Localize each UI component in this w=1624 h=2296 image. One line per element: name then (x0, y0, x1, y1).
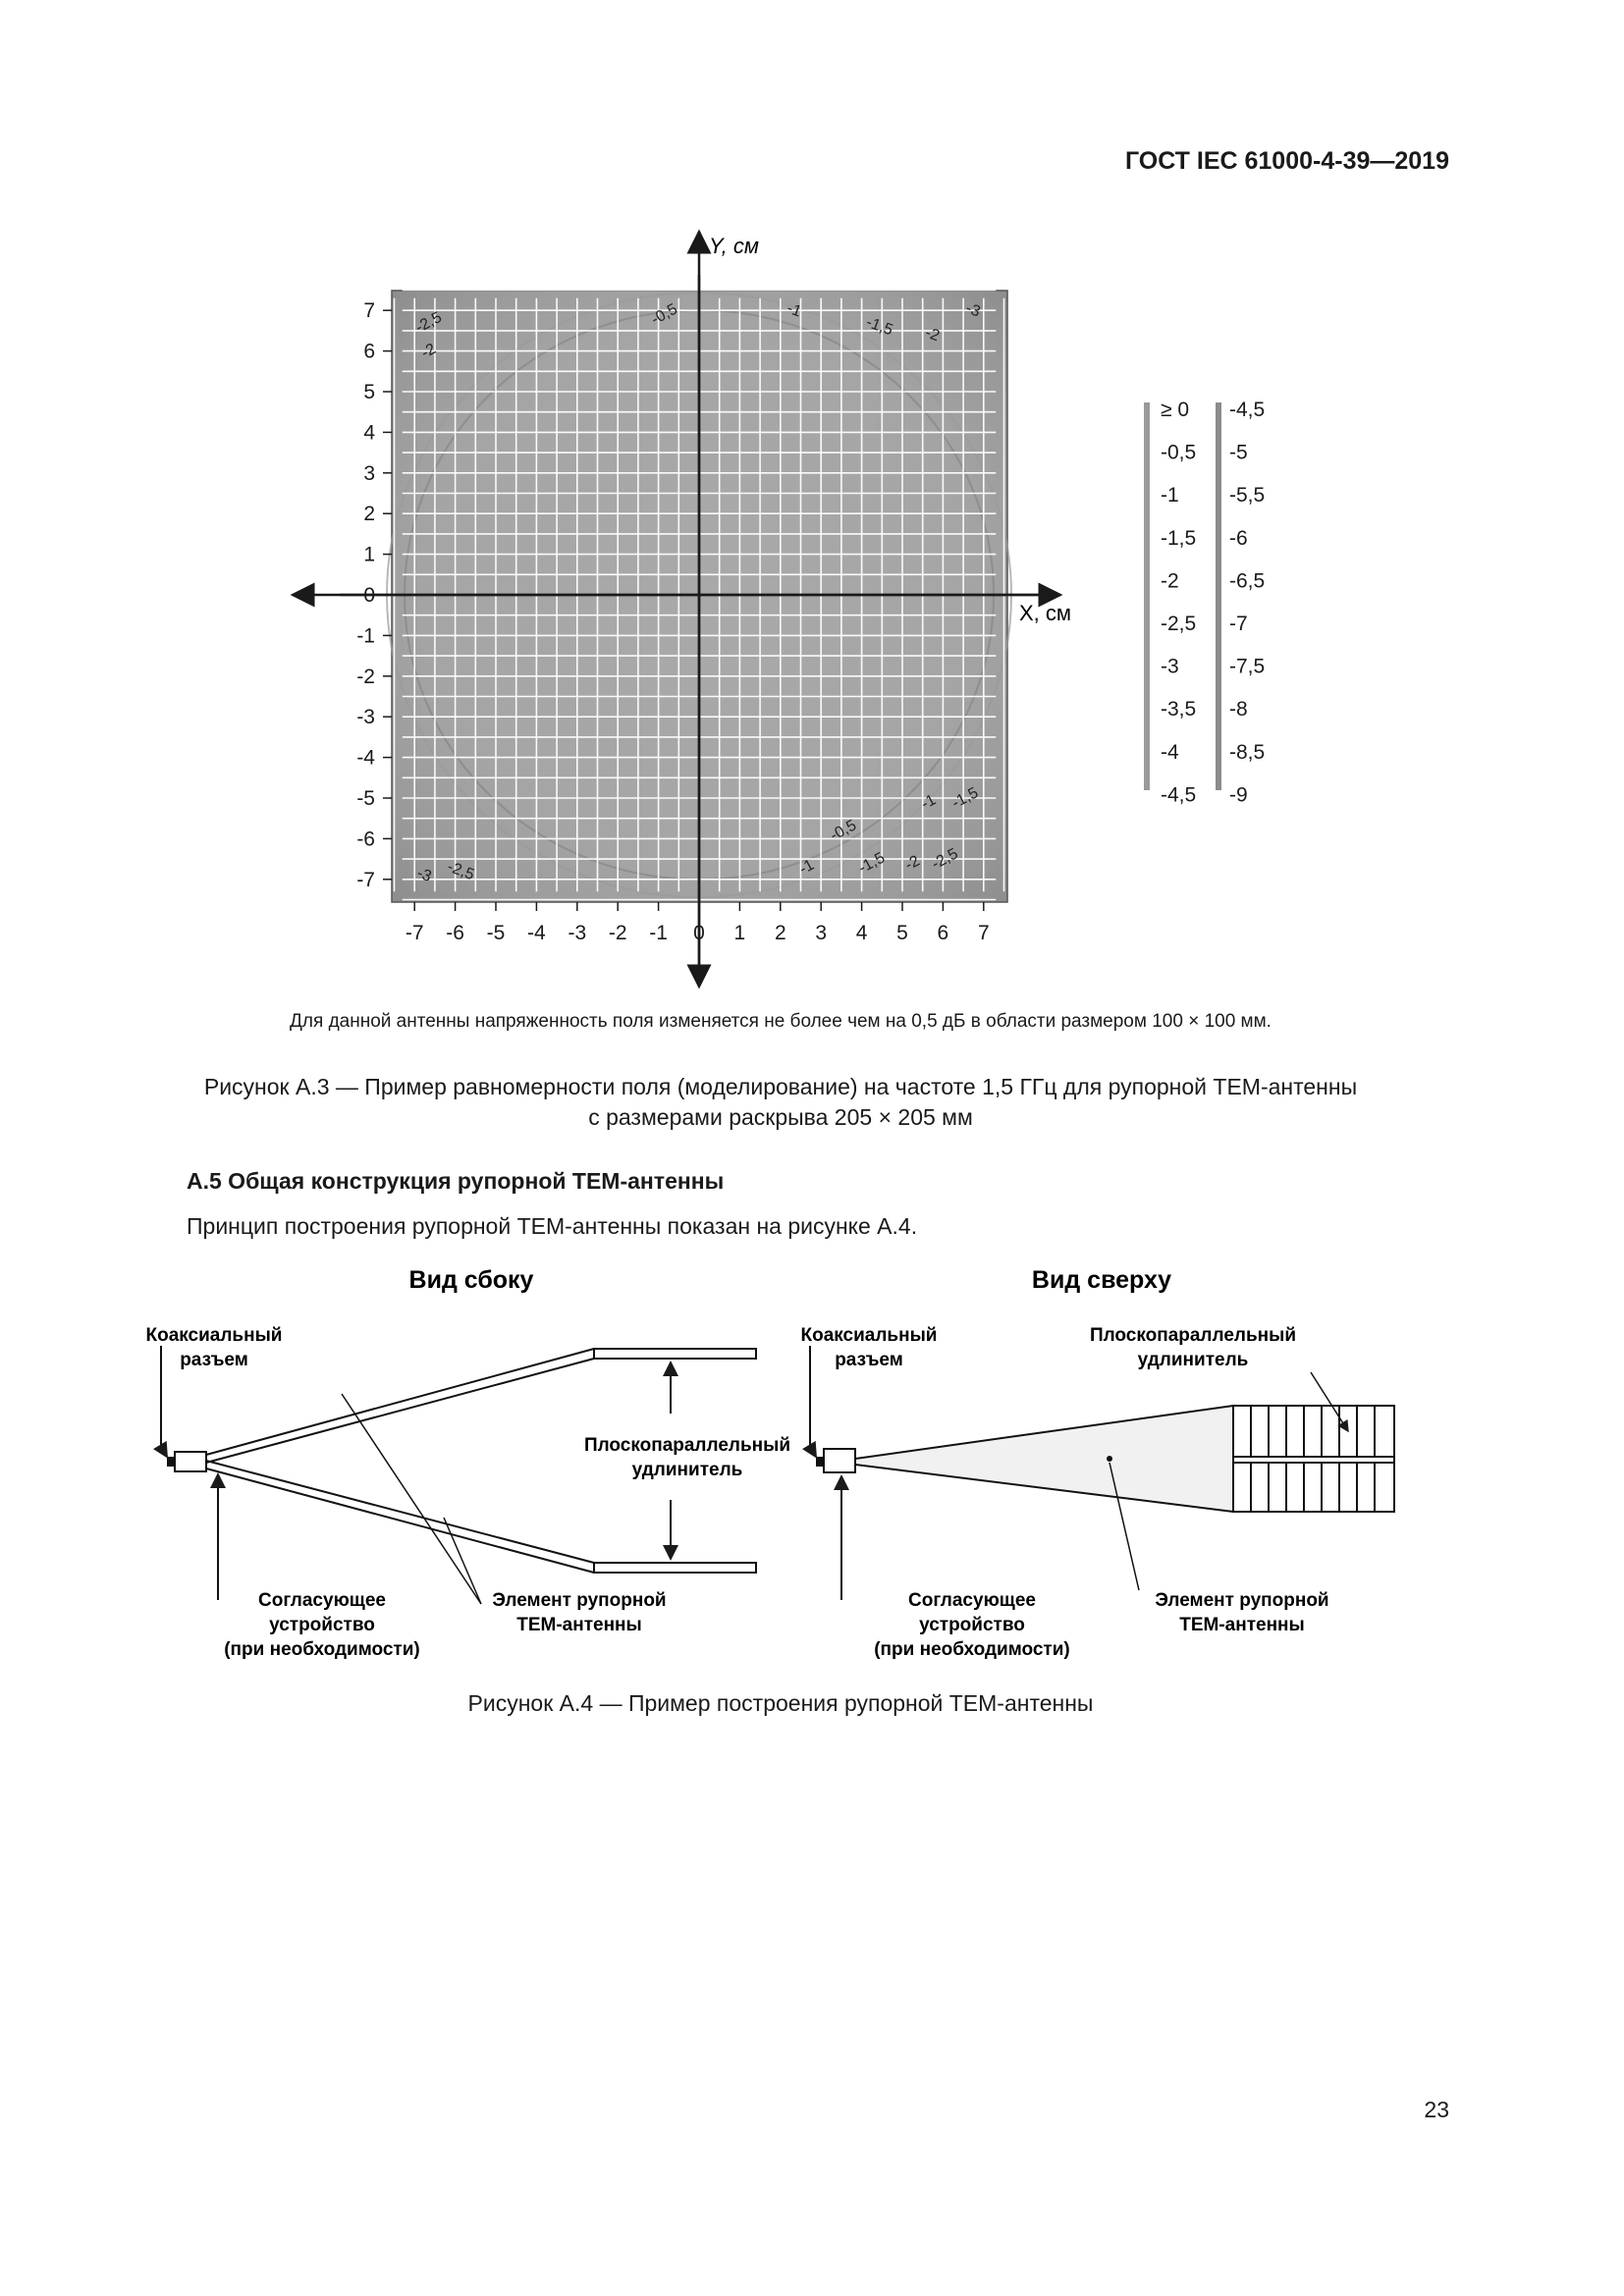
side-matching-label-1: Согласующее (258, 1590, 386, 1611)
side-matching-label-3: (при необходимости) (224, 1639, 420, 1660)
side-upper-plate (206, 1349, 594, 1455)
top-view (801, 1325, 1394, 1660)
legend-entry: -2 (1161, 569, 1179, 593)
top-matching-device (824, 1449, 855, 1472)
side-element-leader (342, 1394, 481, 1604)
legend-column-2 (1229, 399, 1265, 806)
caption-line-1: Рисунок А.3 — Пример равномерности поля (моделирование) на частоте 1,5 ГГц для рупорной ТЕМ-антенны (203, 1074, 1358, 1099)
x-tick-label: 5 (896, 922, 908, 944)
y-tick-label: 0 (363, 584, 375, 607)
side-extender-upper (594, 1349, 756, 1359)
caption-line-2: с размерами раскрыва 205 × 205 мм (588, 1104, 973, 1130)
legend-entry: -1,5 (1161, 526, 1197, 550)
contour-label: -1,5 (863, 313, 895, 340)
x-tick-labels (406, 902, 990, 944)
figure-a3-note: Для данной антенны напряженность поля изменяется не более чем на 0,5 дБ в области размером 100 × 100 мм. (290, 1011, 1272, 1032)
x-tick-label: 3 (815, 922, 828, 944)
x-tick-label: 4 (855, 922, 868, 944)
y-tick-label: -5 (356, 787, 375, 810)
section-heading: А.5 Общая конструкция рупорной ТЕМ-антенны (187, 1168, 725, 1194)
tem-horn-diagram (0, 1247, 1624, 1679)
page-number: 23 (1424, 2097, 1449, 2122)
y-tick-label: 4 (363, 421, 375, 445)
x-axis-label: X, см (1019, 601, 1072, 625)
legend-entry: -9 (1229, 783, 1248, 807)
x-tick-label: -3 (568, 922, 587, 944)
legend-entry: -4,5 (1229, 399, 1266, 421)
legend-entry: -4 (1161, 740, 1179, 764)
y-tick-label: 2 (363, 503, 375, 526)
legend-entry: ≥ 0 (1161, 399, 1190, 421)
x-tick-label: -7 (405, 922, 424, 944)
top-matching-label-2: устройство (919, 1615, 1025, 1635)
x-tick-label: -6 (446, 922, 464, 944)
legend-entry: -3,5 (1161, 698, 1197, 721)
document-header: ГОСТ IEC 61000-4-39—2019 (1124, 147, 1449, 175)
top-connector-label-1: Коаксиальный (800, 1325, 938, 1346)
y-tick-label: 5 (363, 381, 375, 403)
top-element-label-2: ТЕМ-антенны (1179, 1615, 1305, 1635)
legend-entry: -6 (1229, 526, 1248, 550)
legend-entry: -4,5 (1161, 783, 1197, 807)
legend-entry: -7,5 (1229, 655, 1266, 678)
side-connector-leader (161, 1346, 167, 1457)
legend-entry: -7 (1229, 613, 1248, 635)
x-tick-label: -5 (486, 922, 506, 944)
legend-entry: -1 (1161, 484, 1179, 507)
side-connector (167, 1457, 175, 1467)
x-tick-label: 0 (693, 922, 705, 944)
y-tick-label: 7 (363, 299, 375, 323)
x-tick-label: 6 (937, 922, 949, 944)
contour-label: -1,5 (948, 784, 982, 813)
x-tick-label: 7 (977, 922, 990, 944)
contour-label: -2,5 (445, 858, 477, 884)
top-matching-label-1: Согласующее (908, 1590, 1036, 1611)
x-tick-label: -2 (608, 922, 627, 944)
top-matching-label-3: (при необходимости) (874, 1639, 1070, 1660)
top-extender (1233, 1406, 1394, 1512)
y-tick-label: -3 (356, 706, 375, 729)
side-matching-label-2: устройство (269, 1615, 375, 1635)
contour-label: -0,5 (648, 300, 680, 329)
contour-label: -2 (418, 340, 439, 362)
y-axis-label: Y, см (709, 234, 759, 258)
legend-entry: -2,5 (1161, 613, 1197, 635)
legend-bar-1 (1144, 402, 1150, 790)
figure-a3-caption (118, 1072, 1443, 1133)
section-paragraph: Принцип построения рупорной ТЕМ-антенны показан на рисунке А.4. (187, 1213, 918, 1239)
side-extender-label-2: удлинитель (631, 1460, 743, 1480)
x-tick-label: 1 (733, 922, 746, 944)
legend-entry: -6,5 (1229, 569, 1266, 593)
top-view-title: Вид сверху (1031, 1266, 1172, 1294)
side-lower-plate (206, 1468, 594, 1573)
y-tick-label: 6 (363, 340, 375, 363)
side-matching-device (175, 1452, 206, 1471)
contour-label: -0,5 (827, 817, 860, 845)
x-tick-label: -4 (527, 922, 546, 944)
y-tick-label: 3 (363, 461, 375, 485)
side-connector-label-1: Коаксиальный (145, 1325, 283, 1346)
contour-label: -1 (918, 791, 940, 814)
contour-label: -2 (902, 852, 923, 875)
x-tick-label: -1 (649, 922, 668, 944)
y-tick-label: -6 (356, 828, 375, 851)
contour-label: -2 (922, 324, 943, 346)
side-upper-plate (206, 1359, 594, 1463)
legend-entry: -3 (1161, 655, 1179, 678)
top-horn-element (855, 1406, 1233, 1512)
legend-column-1 (1161, 399, 1196, 806)
top-connector-leader (810, 1346, 816, 1457)
side-element-label-2: ТЕМ-антенны (516, 1615, 642, 1635)
top-connector-label-2: разъем (835, 1350, 903, 1370)
field-uniformity-chart (0, 0, 1624, 1001)
top-extender-label-2: удлинитель (1137, 1350, 1249, 1370)
top-connector (816, 1457, 824, 1467)
side-element-label-1: Элемент рупорной (492, 1590, 667, 1611)
legend-entry: -8 (1229, 698, 1248, 721)
side-lower-plate (206, 1461, 594, 1563)
contour-label: -3 (414, 865, 434, 885)
side-view (146, 1325, 791, 1660)
top-element-label-1: Элемент рупорной (1155, 1590, 1329, 1611)
top-element-dot (1107, 1456, 1112, 1462)
contour-label: -2,5 (412, 308, 445, 337)
contour-label: -1,5 (855, 849, 889, 878)
legend-bar-2 (1216, 402, 1221, 790)
y-tick-label: -2 (356, 665, 375, 688)
side-connector-label-2: разъем (180, 1350, 248, 1370)
legend-entry: -8,5 (1229, 740, 1266, 764)
y-tick-label: -4 (356, 746, 375, 770)
side-extender-lower (594, 1563, 756, 1573)
contour-label: -3 (963, 299, 983, 321)
contour-label: -2,5 (929, 845, 961, 874)
legend-entry: -5 (1229, 441, 1248, 464)
side-view-title: Вид сбоку (408, 1266, 534, 1294)
top-extender-label-1: Плоскопараллельный (1089, 1325, 1297, 1346)
contour-label: -1 (796, 856, 817, 879)
y-tick-label: 1 (363, 543, 375, 566)
y-tick-label: -1 (356, 624, 375, 648)
side-extender-label-1: Плоскопараллельный (583, 1435, 791, 1456)
y-tick-label: -7 (356, 868, 375, 891)
figure-a4-caption: Рисунок А.4 — Пример построения рупорной ТЕМ-антенны (467, 1690, 1094, 1716)
legend-entry: -5,5 (1229, 484, 1266, 507)
x-tick-label: 2 (774, 922, 786, 944)
legend-entry: -0,5 (1161, 441, 1197, 464)
contour-label: -1 (785, 299, 804, 321)
